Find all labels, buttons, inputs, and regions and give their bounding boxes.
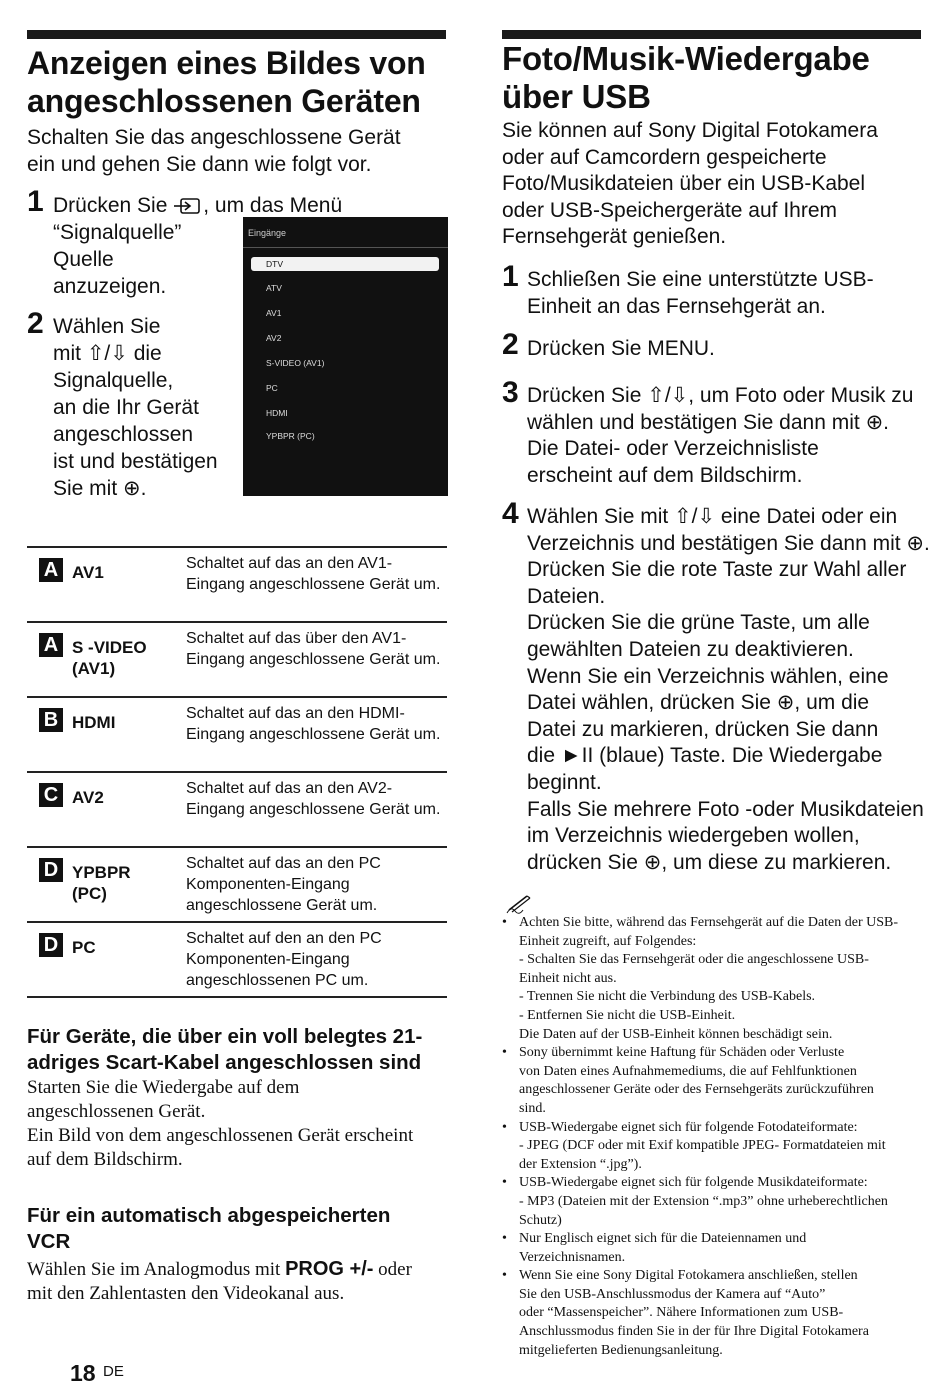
note-line: - Entfernen Sie nicht die USB-Einheit. — [519, 1007, 736, 1023]
step-text: , um das Menü — [203, 194, 343, 217]
title-line: über USB — [502, 78, 651, 115]
text-line: mit den Zahlentasten den Videokanal aus. — [27, 1283, 345, 1304]
intro-line: ein und gehen Sie dann wie folgt vor. — [27, 153, 372, 176]
table-row — [27, 921, 447, 998]
heading-line: adriges Scart-Kabel angeschlossen sind — [27, 1051, 422, 1074]
step-number: 4 — [502, 497, 519, 530]
row-desc: Schaltet auf das an den HDMI-Eingang angeschlossene Gerät um. — [186, 705, 441, 743]
note-item — [502, 1267, 927, 1360]
note-pencil-icon — [505, 892, 533, 914]
table-row — [27, 846, 447, 921]
step-text: anzuzeigen. — [53, 275, 167, 298]
text-line: Ein Bild von dem angeschlossenen Gerät erscheint — [27, 1125, 414, 1146]
text-line: oder — [378, 1259, 412, 1280]
step-text: erscheint auf dem Bildschirm. — [527, 463, 803, 487]
badge: C — [39, 783, 63, 807]
row-desc: Schaltet auf das an den PC Komponenten-Eingang angeschlossene Gerät um. — [186, 855, 381, 914]
row-name-line: AV2 — [72, 788, 104, 807]
intro-line: Sie können auf Sony Digital Fotokamera — [502, 119, 878, 142]
intro-line: Schalten Sie das angeschlossene Gerät — [27, 126, 401, 149]
row-name-line: (AV1) — [72, 659, 116, 678]
page-number: 18 — [70, 1360, 96, 1386]
scart-heading — [27, 1024, 457, 1076]
usb-step-1 — [527, 266, 927, 320]
step-text: Wählen Sie mit ⇧/⇩ eine Datei oder ein — [527, 505, 898, 528]
menu-item-ypbpr[interactable]: YPBPR (PC) — [266, 431, 315, 441]
note-line: USB-Wiedergabe eignet sich für folgende Fotodateiformate: — [519, 1119, 858, 1135]
text-line: Wählen Sie im Analogmodus mit — [27, 1259, 281, 1280]
step-text: drücken Sie ⊕, um diese zu markieren. — [527, 850, 892, 874]
menu-item-hdmi[interactable]: HDMI — [266, 408, 288, 418]
scart-text — [27, 1076, 457, 1172]
page-language: DE — [103, 1363, 124, 1380]
note-item — [502, 1044, 927, 1118]
menu-item-atv[interactable]: ATV — [266, 283, 282, 293]
heading-line: Für Geräte, die über ein voll belegtes 21- — [27, 1025, 423, 1048]
step-text: Drücken Sie die rote Taste zur Wahl aller — [527, 558, 907, 582]
step-text: Sie mit ⊕. — [53, 477, 147, 500]
note-line: mitgelieferten Bedienungsanleitung. — [519, 1342, 723, 1358]
step-text: Dateien. — [527, 584, 606, 608]
badge: B — [39, 708, 63, 732]
table-row — [27, 621, 447, 696]
intro-text-left — [27, 124, 401, 178]
step-text: Die Datei- oder Verzeichnisliste — [527, 437, 819, 461]
text-line: angeschlossenen Gerät. — [27, 1101, 206, 1122]
step-text: Drücken Sie MENU. — [527, 337, 715, 360]
row-name — [72, 862, 131, 904]
step-text: ist und bestätigen — [53, 450, 218, 473]
page-title-right — [502, 40, 932, 116]
note-item — [502, 1174, 927, 1230]
row-desc: Schaltet auf den an den PC Komponenten-Eingang angeschlossenen PC um. — [186, 930, 382, 989]
usb-step-3 — [527, 383, 937, 489]
step-number: 2 — [27, 307, 44, 340]
vcr-text — [27, 1257, 457, 1306]
intro-text-right — [502, 118, 932, 251]
menu-item-av2[interactable]: AV2 — [266, 333, 282, 343]
row-name-line: HDMI — [72, 713, 116, 732]
note-line: Schutz) — [519, 1212, 562, 1228]
step-number: 1 — [27, 185, 44, 218]
badge: A — [39, 633, 63, 657]
title-line: Foto/Musik-Wiedergabe — [502, 40, 870, 77]
row-name-line: YPBPR — [72, 863, 131, 882]
row-name — [72, 637, 147, 679]
row-name — [72, 562, 104, 583]
step-text: gewählten Dateien zu deaktivieren. — [527, 637, 854, 661]
step-text: angeschlossen — [53, 423, 194, 446]
badge: A — [39, 558, 63, 582]
step-text: Wenn Sie ein Verzeichnis wählen, eine — [527, 664, 889, 688]
menu-divider — [243, 247, 448, 248]
step-number: 2 — [502, 328, 519, 361]
row-name — [72, 937, 96, 958]
note-line: sind. — [519, 1100, 546, 1116]
table-row — [27, 771, 447, 846]
note-line: Nur Englisch eignet sich für die Dateiennamen und — [519, 1231, 807, 1247]
note-line: der Extension “.jpg”). — [519, 1156, 642, 1172]
badge: D — [39, 933, 63, 957]
note-item — [502, 1119, 927, 1175]
note-line: Achten Sie bitte, während das Fernsehgerät auf die Daten der USB- — [519, 915, 899, 930]
badge: D — [39, 858, 63, 882]
page-title-left — [27, 44, 457, 120]
step-text: Verzeichnis und bestätigen Sie dann mit ⊕. — [527, 531, 930, 555]
usb-step-2 — [527, 335, 927, 362]
note-line: Die Daten auf der USB-Einheit können beschädigt sein. — [519, 1026, 833, 1042]
title-line: angeschlossenen Geräten — [27, 83, 421, 119]
step-text: Wählen Sie — [53, 315, 161, 338]
note-line: Einheit nicht aus. — [519, 970, 617, 986]
note-item — [502, 1230, 927, 1267]
prog-key-label: PROG +/- — [285, 1258, 374, 1280]
intro-line: oder auf Camcordern gespeicherte — [502, 145, 827, 169]
row-desc: Schaltet auf das an den AV2-Eingang angeschlossene Gerät um. — [186, 780, 441, 818]
vcr-heading — [27, 1203, 457, 1255]
text-line: Starten Sie die Wiedergabe auf dem — [27, 1077, 300, 1098]
note-line: - Schalten Sie das Fernsehgerät oder die angeschlossene USB- — [519, 952, 869, 968]
step-text: Einheit an das Fernsehgerät an. — [527, 295, 826, 318]
row-name-line: S -VIDEO — [72, 638, 147, 657]
note-line: - Trennen Sie nicht die Verbindung des USB-Kabels. — [519, 989, 816, 1005]
row-desc: Schaltet auf das über den AV1-Eingang angeschlossene Gerät um. — [186, 630, 441, 668]
step-text: Signalquelle, — [53, 369, 174, 392]
row-name-line: AV1 — [72, 563, 104, 582]
note-item — [502, 914, 927, 1044]
step-text: die ►II (blaue) Taste. Die Wiedergabe — [527, 744, 883, 768]
note-line: von Daten eines Aufnahmemediums, die auf Fehlfunktionen — [519, 1063, 857, 1079]
menu-item-dtv[interactable]: DTV — [266, 259, 283, 269]
step-number: 3 — [502, 376, 519, 409]
intro-line: Fernsehgerät genießen. — [502, 225, 727, 249]
row-name — [72, 787, 104, 808]
step-text: mit ⇧/⇩ die — [53, 342, 162, 365]
input-table — [27, 546, 447, 998]
note-line: oder “Massenspeicher”. Nähere Informationen zum USB- — [519, 1305, 844, 1321]
usb-step-4 — [527, 504, 942, 876]
intro-line: oder USB-Speichergeräte auf Ihrem — [502, 198, 838, 222]
row-name-line: PC — [72, 938, 96, 957]
usb-notes — [502, 914, 927, 1360]
table-row — [27, 696, 447, 771]
step-2-text — [53, 313, 243, 502]
header-rule-right — [502, 30, 921, 39]
step-text: beginnt. — [527, 770, 602, 794]
step-text: an die Ihr Gerät — [53, 396, 199, 419]
step-number: 1 — [502, 260, 519, 293]
step-text: im Verzeichnis wiedergeben wollen, — [527, 824, 860, 848]
step-text: Falls Sie mehrere Foto -oder Musikdateien — [527, 797, 924, 821]
row-name — [72, 712, 115, 733]
input-menu-screenshot — [243, 217, 448, 496]
text-line: auf dem Bildschirm. — [27, 1149, 183, 1170]
header-rule-left — [27, 30, 446, 39]
note-line: USB-Wiedergabe eignet sich für folgende Musikdateiformate: — [519, 1175, 868, 1191]
step-text: Schließen Sie eine unterstützte USB- — [527, 268, 874, 291]
step-text: Drücken Sie — [53, 194, 168, 217]
step-text: Quelle — [53, 248, 114, 271]
step-text: Drücken Sie ⇧/⇩, um Foto oder Musik zu — [527, 384, 914, 407]
row-name-line: (PC) — [72, 884, 107, 903]
note-line: Verzeichnisnamen. — [519, 1249, 626, 1265]
row-desc: Schaltet auf das an den AV1-Eingang angeschlossene Gerät um. — [186, 555, 441, 593]
step-text: Drücken Sie die grüne Taste, um alle — [527, 611, 870, 635]
note-line: Sie den USB-Anschlussmodus der Kamera auf “Auto” — [519, 1286, 826, 1302]
note-line: - MP3 (Dateien mit der Extension “.mp3” ohne urheberechtlichen — [519, 1193, 888, 1209]
note-line: - JPEG (DCF oder mit Exif kompatible JPEG- Formatdateien mit — [519, 1138, 886, 1154]
intro-line: Foto/Musikdateien über ein USB-Kabel — [502, 172, 866, 196]
note-line: Einheit zugreift, auf Folgendes: — [519, 933, 697, 949]
heading-line: Für ein automatisch abgespeicherten — [27, 1204, 391, 1227]
note-line: Sony übernimmt keine Haftung für Schäden oder Verluste — [519, 1045, 845, 1061]
menu-item-pc[interactable]: PC — [266, 383, 278, 393]
step-text: Datei zu markieren, drücken Sie dann — [527, 717, 879, 741]
title-line: Anzeigen eines Bildes von — [27, 45, 426, 81]
note-line: Anschlussmodus finden Sie in der für Ihre Digital Fotokamera — [519, 1324, 869, 1340]
note-line: Wenn Sie eine Sony Digital Fotokamera anschließen, stellen — [519, 1268, 858, 1284]
menu-item-av1[interactable]: AV1 — [266, 308, 282, 318]
table-row — [27, 546, 447, 621]
note-line: angeschlossener Geräte oder des Fernsehgeräts zurückzuführen — [519, 1082, 874, 1098]
input-source-icon — [173, 197, 203, 215]
menu-title: Eingänge — [248, 228, 287, 238]
heading-line: VCR — [27, 1230, 71, 1253]
step-text: “Signalquelle” — [53, 221, 182, 244]
step-text: Datei wählen, drücken Sie ⊕, um die — [527, 691, 870, 715]
step-text: wählen und bestätigen Sie dann mit ⊕. — [527, 410, 889, 434]
menu-item-svideo[interactable]: S-VIDEO (AV1) — [266, 358, 325, 368]
